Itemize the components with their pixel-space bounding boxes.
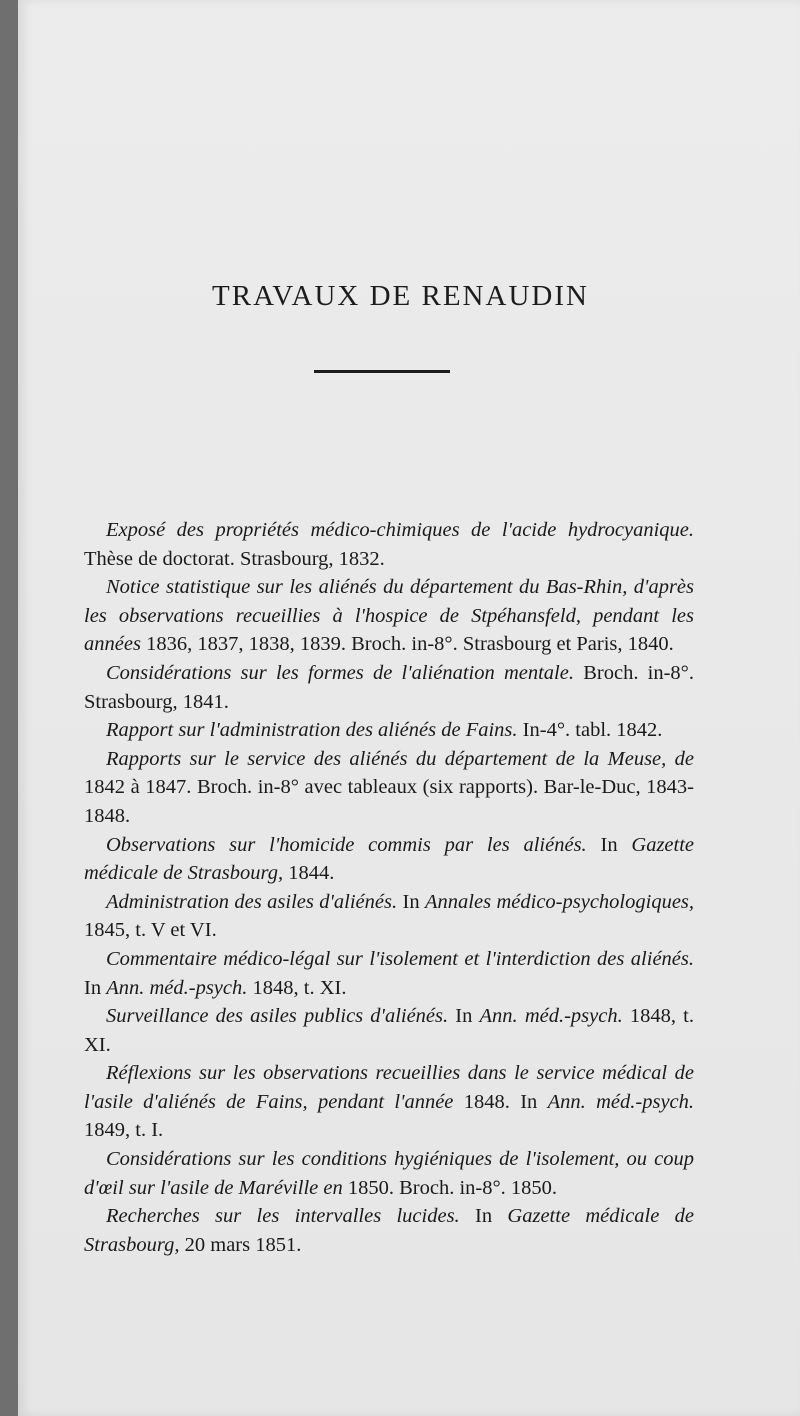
publication-details: 1850. Broch. in-8°. 1850. <box>347 1176 558 1199</box>
bibliography-list <box>84 516 694 1259</box>
journal-title: Ann. méd.-psych. <box>106 976 248 999</box>
work-title: Notice statistique sur les aliénés du département du Bas-Rhin, d'après les observations recueillies à l'hospice de Stpéhansfeld, pendant les années <box>84 576 694 656</box>
bibliography-entry <box>84 888 694 945</box>
bibliography-entry <box>84 831 694 888</box>
publication-details: Broch. in-8°. Strasbourg, 1841. <box>84 661 695 713</box>
work-title: Réflexions sur les observations recueillies dans le service médical de l'asile d'aliénés de Fains, pendant l'année <box>84 1062 694 1113</box>
work-title: Rapport sur l'administration des aliénés de Fains. <box>106 719 518 742</box>
bibliography-entry <box>84 1202 694 1259</box>
publication-details: 1848, t. XI. <box>252 976 347 999</box>
work-title: Considérations sur les conditions hygiéniques de l'isolement, ou coup d'œil sur l'asile de Maréville en <box>84 1148 694 1199</box>
journal-title: Gazette médicale de Strasbourg, <box>84 833 695 885</box>
publication-details: 1849, t. I. <box>84 1119 164 1142</box>
publication-details: 1836, 1837, 1838, 1839. Broch. in-8°. Strasbourg et Paris, 1840. <box>146 633 674 656</box>
title-divider <box>314 370 450 373</box>
publication-details-prefix: 1848. In <box>463 1090 538 1113</box>
work-title: Observations sur l'homicide commis par les aliénés. <box>106 833 587 856</box>
publication-details-prefix: In <box>84 976 102 999</box>
bibliography-entry <box>84 573 694 659</box>
work-title: Surveillance des asiles publics d'aliénés. <box>106 1005 449 1028</box>
publication-details-prefix: In <box>402 890 420 913</box>
book-page <box>18 0 800 1416</box>
page-title: TRAVAUX DE RENAUDIN <box>212 280 589 312</box>
bibliography-entry <box>84 1145 694 1202</box>
publication-details: Thèse de doctorat. Strasbourg, 1832. <box>84 547 385 570</box>
publication-details: 1848, t. XI. <box>84 1005 695 1056</box>
work-title: Rapports sur le service des aliénés du département de la Meuse, de <box>106 747 694 770</box>
publication-details: 1842 à 1847. Broch. in-8° avec tableaux (six rapports). Bar-le-Duc, 1843-1848. <box>84 776 694 827</box>
publication-details-prefix: In <box>475 1205 493 1228</box>
publication-details: 1845, t. V et VI. <box>84 919 217 942</box>
journal-title: Gazette médicale de Strasbourg, <box>84 1205 695 1256</box>
publication-details-prefix: In <box>600 833 618 856</box>
bibliography-entry <box>84 1002 694 1059</box>
publication-details-prefix: In <box>455 1005 473 1028</box>
bibliography-entry <box>84 945 694 1002</box>
publication-details: In-4°. tabl. 1842. <box>522 719 663 742</box>
bibliography-entry <box>84 745 694 831</box>
work-title: Recherches sur les intervalles lucides. <box>106 1205 460 1228</box>
journal-title: Ann. méd.-psych. <box>479 1005 623 1028</box>
work-title: Considérations sur les formes de l'aliénation mentale. <box>106 661 574 684</box>
work-title: Exposé des propriétés médico-chimiques de l'acide hydrocyanique. <box>106 519 694 541</box>
work-title: Commentaire médico-légal sur l'isolement et l'interdiction des aliénés. <box>106 947 694 970</box>
bibliography-entry <box>84 716 694 745</box>
work-title: Administration des asiles d'aliénés. <box>106 890 398 913</box>
journal-title: Ann. méd.-psych. <box>547 1090 695 1113</box>
bibliography-entry <box>84 659 694 716</box>
journal-title: Annales médico-psychologiques, <box>425 890 695 913</box>
bibliography-entry <box>84 1059 694 1145</box>
publication-details: 20 mars 1851. <box>184 1233 302 1256</box>
publication-details: 1844. <box>288 862 335 885</box>
bibliography-entry <box>84 516 694 573</box>
